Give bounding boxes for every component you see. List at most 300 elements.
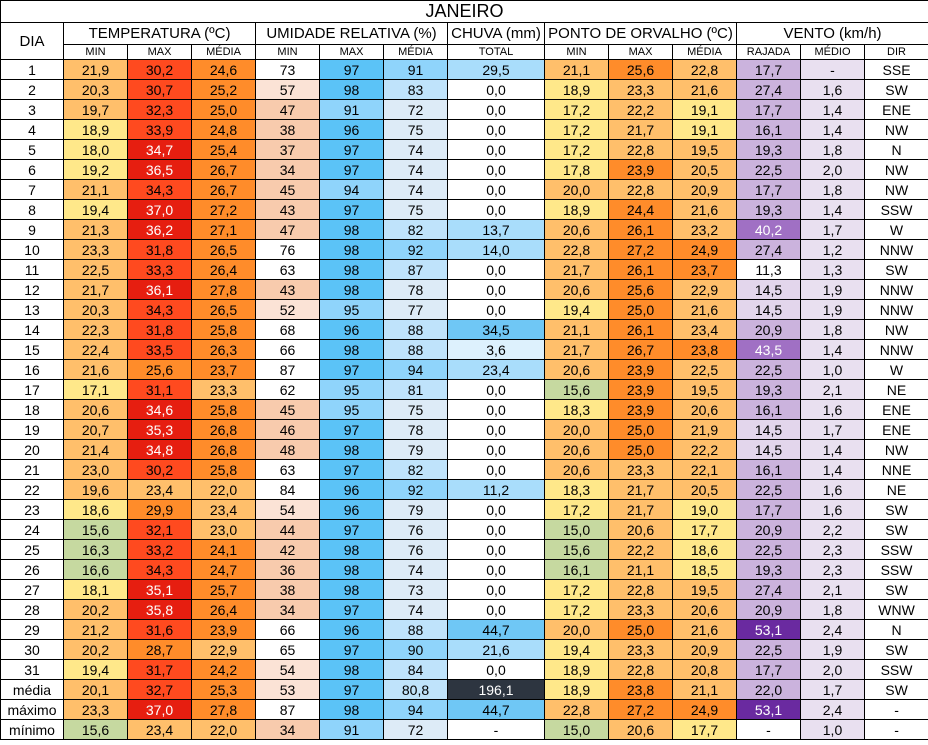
cell-hum-max: 98 <box>320 220 384 240</box>
cell-wind-medio: 1,7 <box>801 220 865 240</box>
cell-dew-media: 20,6 <box>673 400 737 420</box>
cell-hum-media: 79 <box>384 440 448 460</box>
summary-row <box>1 680 928 700</box>
cell-hum-min: 65 <box>256 640 320 660</box>
cell-dew-media: 17,7 <box>673 520 737 540</box>
cell-dew-min: 20,0 <box>545 180 609 200</box>
subheader-hum-media: MÉDIA <box>384 45 448 60</box>
cell-rain-total: 0,0 <box>448 300 545 320</box>
cell-temp-max: 30,7 <box>128 80 192 100</box>
cell-wind-rajada: 17,7 <box>737 180 801 200</box>
cell-hum-media: 74 <box>384 600 448 620</box>
cell-wind-medio: 2,1 <box>801 580 865 600</box>
cell-temp-media: 26,5 <box>192 240 256 260</box>
cell-day: máximo <box>1 700 64 720</box>
cell-hum-min: 36 <box>256 560 320 580</box>
cell-hum-min: 84 <box>256 480 320 500</box>
cell-wind-dir: SSE <box>865 60 928 80</box>
cell-temp-media: 25,2 <box>192 80 256 100</box>
cell-temp-max: 34,6 <box>128 400 192 420</box>
table-row <box>1 320 928 340</box>
cell-hum-media: 81 <box>384 380 448 400</box>
cell-hum-max: 98 <box>320 240 384 260</box>
cell-dew-media: 20,9 <box>673 180 737 200</box>
table-row <box>1 280 928 300</box>
cell-wind-medio: 1,7 <box>801 420 865 440</box>
cell-temp-min: 22,4 <box>64 340 128 360</box>
subheader-wind-rajada: RAJADA <box>737 45 801 60</box>
cell-day: 30 <box>1 640 64 660</box>
cell-dew-max: 21,7 <box>609 500 673 520</box>
cell-dew-media: 21,6 <box>673 620 737 640</box>
cell-hum-max: 98 <box>320 260 384 280</box>
cell-wind-dir: SSW <box>865 660 928 680</box>
cell-hum-min: 62 <box>256 380 320 400</box>
cell-hum-min: 54 <box>256 500 320 520</box>
cell-hum-min: 48 <box>256 440 320 460</box>
cell-dew-min: 18,9 <box>545 200 609 220</box>
cell-dew-min: 21,7 <box>545 260 609 280</box>
cell-hum-max: 96 <box>320 620 384 640</box>
cell-temp-max: 23,4 <box>128 720 192 740</box>
cell-hum-media: 94 <box>384 700 448 720</box>
cell-rain-total: - <box>448 720 545 740</box>
cell-wind-rajada: 19,3 <box>737 140 801 160</box>
cell-dew-max: 20,6 <box>609 720 673 740</box>
cell-temp-min: 19,7 <box>64 100 128 120</box>
cell-rain-total: 0,0 <box>448 440 545 460</box>
cell-wind-rajada: 14,5 <box>737 420 801 440</box>
cell-dew-max: 22,2 <box>609 540 673 560</box>
cell-rain-total: 0,0 <box>448 580 545 600</box>
cell-dew-min: 17,8 <box>545 160 609 180</box>
cell-temp-min: 15,6 <box>64 720 128 740</box>
cell-dew-min: 17,2 <box>545 120 609 140</box>
table-row <box>1 360 928 380</box>
cell-temp-max: 35,1 <box>128 580 192 600</box>
cell-rain-total: 0,0 <box>448 400 545 420</box>
cell-temp-media: 25,7 <box>192 580 256 600</box>
cell-dew-max: 23,9 <box>609 160 673 180</box>
subheader-temp-min: MIN <box>64 45 128 60</box>
cell-wind-medio: 2,0 <box>801 160 865 180</box>
cell-temp-media: 25,4 <box>192 140 256 160</box>
cell-dew-min: 21,7 <box>545 340 609 360</box>
cell-wind-rajada: 19,3 <box>737 380 801 400</box>
cell-rain-total: 0,0 <box>448 660 545 680</box>
cell-wind-rajada: 16,1 <box>737 400 801 420</box>
cell-day: 26 <box>1 560 64 580</box>
cell-temp-media: 25,8 <box>192 400 256 420</box>
subheader-temp-max: MAX <box>128 45 192 60</box>
cell-day: média <box>1 680 64 700</box>
cell-hum-min: 37 <box>256 140 320 160</box>
cell-wind-rajada: 53,1 <box>737 620 801 640</box>
cell-dew-media: 21,6 <box>673 300 737 320</box>
cell-wind-rajada: 20,9 <box>737 520 801 540</box>
cell-temp-media: 24,2 <box>192 660 256 680</box>
table-row <box>1 260 928 280</box>
subheader-dew-media: MÉDIA <box>673 45 737 60</box>
cell-dew-min: 18,9 <box>545 660 609 680</box>
cell-dew-min: 17,2 <box>545 100 609 120</box>
cell-dew-media: 21,1 <box>673 680 737 700</box>
cell-dew-max: 23,9 <box>609 400 673 420</box>
cell-hum-max: 96 <box>320 120 384 140</box>
cell-dew-max: 23,3 <box>609 600 673 620</box>
cell-dew-media: 19,5 <box>673 380 737 400</box>
cell-hum-min: 73 <box>256 60 320 80</box>
cell-rain-total: 0,0 <box>448 380 545 400</box>
cell-dew-min: 18,9 <box>545 80 609 100</box>
cell-hum-media: 94 <box>384 360 448 380</box>
cell-dew-media: 23,7 <box>673 260 737 280</box>
cell-rain-total: 0,0 <box>448 500 545 520</box>
subheader-rain-total: TOTAL <box>448 45 545 60</box>
cell-temp-max: 28,7 <box>128 640 192 660</box>
cell-rain-total: 196,1 <box>448 680 545 700</box>
cell-dew-min: 18,3 <box>545 480 609 500</box>
cell-dew-max: 23,8 <box>609 680 673 700</box>
table-row <box>1 80 928 100</box>
subheader-dew-min: MIN <box>545 45 609 60</box>
table-row <box>1 300 928 320</box>
table-row <box>1 420 928 440</box>
cell-temp-min: 20,3 <box>64 80 128 100</box>
cell-temp-min: 20,2 <box>64 600 128 620</box>
cell-wind-dir: NNW <box>865 340 928 360</box>
cell-wind-rajada: 17,7 <box>737 100 801 120</box>
cell-wind-dir: NW <box>865 160 928 180</box>
cell-day: 27 <box>1 580 64 600</box>
cell-temp-max: 31,8 <box>128 320 192 340</box>
cell-dew-min: 20,6 <box>545 360 609 380</box>
cell-wind-medio: 2,2 <box>801 520 865 540</box>
cell-wind-rajada: 27,4 <box>737 240 801 260</box>
cell-temp-min: 16,3 <box>64 540 128 560</box>
cell-dew-media: 22,9 <box>673 280 737 300</box>
cell-temp-min: 21,9 <box>64 60 128 80</box>
cell-wind-rajada: 22,5 <box>737 480 801 500</box>
cell-dew-min: 17,2 <box>545 140 609 160</box>
cell-temp-max: 23,4 <box>128 480 192 500</box>
cell-dew-max: 25,6 <box>609 280 673 300</box>
cell-dew-max: 25,0 <box>609 440 673 460</box>
cell-hum-min: 34 <box>256 600 320 620</box>
cell-day: 21 <box>1 460 64 480</box>
cell-dew-media: 20,9 <box>673 640 737 660</box>
cell-dew-media: 21,6 <box>673 200 737 220</box>
cell-rain-total: 44,7 <box>448 700 545 720</box>
cell-rain-total: 29,5 <box>448 60 545 80</box>
cell-wind-rajada: 22,5 <box>737 160 801 180</box>
cell-temp-media: 26,3 <box>192 340 256 360</box>
cell-dew-media: 19,5 <box>673 580 737 600</box>
cell-hum-max: 97 <box>320 520 384 540</box>
cell-temp-min: 20,1 <box>64 680 128 700</box>
cell-hum-min: 34 <box>256 160 320 180</box>
cell-hum-media: 90 <box>384 640 448 660</box>
cell-dew-min: 21,1 <box>545 60 609 80</box>
cell-temp-media: 24,7 <box>192 560 256 580</box>
cell-temp-media: 23,0 <box>192 520 256 540</box>
cell-temp-media: 25,8 <box>192 460 256 480</box>
cell-hum-media: 72 <box>384 100 448 120</box>
cell-rain-total: 0,0 <box>448 280 545 300</box>
cell-wind-medio: 1,6 <box>801 400 865 420</box>
cell-rain-total: 14,0 <box>448 240 545 260</box>
cell-rain-total: 0,0 <box>448 560 545 580</box>
table-row <box>1 240 928 260</box>
cell-day: 20 <box>1 440 64 460</box>
cell-wind-rajada: 16,1 <box>737 120 801 140</box>
cell-dew-max: 26,7 <box>609 340 673 360</box>
cell-dew-min: 18,9 <box>545 680 609 700</box>
cell-hum-max: 91 <box>320 100 384 120</box>
cell-hum-max: 98 <box>320 80 384 100</box>
cell-temp-media: 26,4 <box>192 260 256 280</box>
cell-dew-min: 17,2 <box>545 600 609 620</box>
cell-wind-rajada: 43,5 <box>737 340 801 360</box>
cell-wind-dir: - <box>865 700 928 720</box>
cell-rain-total: 0,0 <box>448 200 545 220</box>
table-row <box>1 160 928 180</box>
cell-temp-min: 19,6 <box>64 480 128 500</box>
cell-temp-min: 20,6 <box>64 400 128 420</box>
cell-hum-media: 75 <box>384 120 448 140</box>
cell-wind-rajada: 17,7 <box>737 60 801 80</box>
cell-temp-media: 27,2 <box>192 200 256 220</box>
cell-rain-total: 0,0 <box>448 100 545 120</box>
cell-day: 22 <box>1 480 64 500</box>
cell-hum-min: 43 <box>256 280 320 300</box>
cell-hum-min: 76 <box>256 240 320 260</box>
cell-hum-media: 75 <box>384 200 448 220</box>
cell-hum-max: 98 <box>320 340 384 360</box>
cell-temp-max: 32,1 <box>128 520 192 540</box>
cell-wind-dir: NNW <box>865 300 928 320</box>
cell-day: 2 <box>1 80 64 100</box>
cell-temp-max: 33,9 <box>128 120 192 140</box>
cell-dew-min: 20,0 <box>545 420 609 440</box>
cell-wind-rajada: 22,0 <box>737 680 801 700</box>
cell-day: 18 <box>1 400 64 420</box>
cell-wind-rajada: 22,5 <box>737 640 801 660</box>
cell-dew-max: 22,8 <box>609 580 673 600</box>
cell-wind-dir: NNE <box>865 460 928 480</box>
cell-rain-total: 23,4 <box>448 360 545 380</box>
cell-hum-min: 34 <box>256 720 320 740</box>
cell-hum-min: 54 <box>256 660 320 680</box>
cell-dew-media: 23,8 <box>673 340 737 360</box>
cell-temp-min: 23,0 <box>64 460 128 480</box>
cell-temp-min: 21,3 <box>64 220 128 240</box>
cell-dew-media: 18,6 <box>673 540 737 560</box>
cell-day: 9 <box>1 220 64 240</box>
cell-wind-rajada: 19,3 <box>737 560 801 580</box>
subheader-hum-max: MAX <box>320 45 384 60</box>
cell-hum-max: 97 <box>320 200 384 220</box>
cell-dew-max: 25,0 <box>609 620 673 640</box>
cell-dew-max: 26,1 <box>609 320 673 340</box>
cell-temp-max: 25,6 <box>128 360 192 380</box>
cell-dew-max: 24,4 <box>609 200 673 220</box>
cell-wind-rajada: 17,7 <box>737 500 801 520</box>
cell-day: 31 <box>1 660 64 680</box>
cell-wind-dir: SW <box>865 500 928 520</box>
cell-day: 17 <box>1 380 64 400</box>
cell-temp-min: 19,2 <box>64 160 128 180</box>
cell-hum-min: 68 <box>256 320 320 340</box>
cell-wind-rajada: 53,1 <box>737 700 801 720</box>
cell-wind-medio: 1,4 <box>801 120 865 140</box>
cell-dew-media: 17,7 <box>673 720 737 740</box>
cell-wind-medio: 2,4 <box>801 700 865 720</box>
cell-temp-media: 23,9 <box>192 620 256 640</box>
cell-hum-max: 98 <box>320 540 384 560</box>
table-row <box>1 500 928 520</box>
cell-wind-medio: 1,9 <box>801 280 865 300</box>
cell-hum-min: 47 <box>256 220 320 240</box>
cell-temp-max: 33,2 <box>128 540 192 560</box>
cell-wind-dir: SW <box>865 520 928 540</box>
cell-wind-medio: 1,8 <box>801 180 865 200</box>
cell-temp-media: 26,8 <box>192 420 256 440</box>
cell-rain-total: 11,2 <box>448 480 545 500</box>
cell-temp-media: 26,8 <box>192 440 256 460</box>
cell-dew-max: 22,2 <box>609 100 673 120</box>
cell-wind-medio: 1,7 <box>801 680 865 700</box>
cell-temp-media: 23,7 <box>192 360 256 380</box>
cell-temp-media: 22,0 <box>192 480 256 500</box>
cell-temp-media: 27,1 <box>192 220 256 240</box>
cell-hum-max: 95 <box>320 400 384 420</box>
cell-hum-min: 63 <box>256 260 320 280</box>
cell-hum-media: 73 <box>384 580 448 600</box>
cell-hum-media: 75 <box>384 400 448 420</box>
cell-day: 16 <box>1 360 64 380</box>
cell-temp-min: 20,2 <box>64 640 128 660</box>
cell-temp-min: 18,0 <box>64 140 128 160</box>
cell-day: 7 <box>1 180 64 200</box>
cell-hum-max: 97 <box>320 60 384 80</box>
cell-temp-min: 16,6 <box>64 560 128 580</box>
cell-dew-min: 20,6 <box>545 280 609 300</box>
cell-wind-rajada: 14,5 <box>737 440 801 460</box>
table-row <box>1 200 928 220</box>
cell-wind-medio: 1,4 <box>801 440 865 460</box>
table-row <box>1 440 928 460</box>
cell-temp-media: 26,4 <box>192 600 256 620</box>
cell-hum-media: 88 <box>384 320 448 340</box>
cell-wind-rajada: 27,4 <box>737 580 801 600</box>
cell-temp-min: 18,1 <box>64 580 128 600</box>
cell-wind-rajada: 20,9 <box>737 320 801 340</box>
cell-wind-rajada: 11,3 <box>737 260 801 280</box>
subheader-temp-media: MÉDIA <box>192 45 256 60</box>
cell-temp-media: 25,0 <box>192 100 256 120</box>
cell-day: 28 <box>1 600 64 620</box>
cell-dew-media: 22,1 <box>673 460 737 480</box>
cell-dew-max: 25,6 <box>609 60 673 80</box>
cell-wind-medio: 2,0 <box>801 660 865 680</box>
cell-rain-total: 0,0 <box>448 260 545 280</box>
cell-hum-min: 38 <box>256 580 320 600</box>
cell-wind-dir: NW <box>865 320 928 340</box>
cell-wind-dir: ENE <box>865 100 928 120</box>
cell-wind-dir: WNW <box>865 600 928 620</box>
cell-day: 24 <box>1 520 64 540</box>
cell-dew-min: 16,1 <box>545 560 609 580</box>
table-row <box>1 560 928 580</box>
cell-temp-max: 31,8 <box>128 240 192 260</box>
cell-hum-media: 77 <box>384 300 448 320</box>
cell-temp-max: 32,3 <box>128 100 192 120</box>
cell-temp-media: 22,0 <box>192 720 256 740</box>
summary-row <box>1 700 928 720</box>
cell-temp-max: 34,7 <box>128 140 192 160</box>
cell-temp-media: 24,8 <box>192 120 256 140</box>
cell-temp-media: 27,8 <box>192 700 256 720</box>
cell-dew-max: 21,7 <box>609 120 673 140</box>
cell-wind-dir: SSW <box>865 200 928 220</box>
cell-wind-rajada: 27,4 <box>737 80 801 100</box>
cell-dew-media: 21,9 <box>673 420 737 440</box>
cell-dew-media: 20,8 <box>673 660 737 680</box>
table-title: JANEIRO <box>1 1 928 23</box>
cell-wind-dir: SW <box>865 260 928 280</box>
cell-wind-dir: NE <box>865 380 928 400</box>
cell-dew-media: 22,8 <box>673 60 737 80</box>
cell-dew-media: 22,2 <box>673 440 737 460</box>
cell-dew-min: 15,6 <box>545 380 609 400</box>
cell-temp-media: 25,8 <box>192 320 256 340</box>
cell-temp-min: 21,6 <box>64 360 128 380</box>
cell-temp-min: 23,3 <box>64 240 128 260</box>
cell-hum-media: 83 <box>384 80 448 100</box>
table-row <box>1 220 928 240</box>
cell-hum-min: 52 <box>256 300 320 320</box>
cell-temp-min: 22,3 <box>64 320 128 340</box>
cell-wind-dir: N <box>865 140 928 160</box>
cell-wind-medio: - <box>801 60 865 80</box>
cell-wind-dir: NW <box>865 120 928 140</box>
cell-day: 11 <box>1 260 64 280</box>
cell-dew-min: 15,0 <box>545 520 609 540</box>
cell-temp-min: 23,3 <box>64 700 128 720</box>
cell-dew-media: 24,9 <box>673 700 737 720</box>
cell-temp-media: 26,7 <box>192 160 256 180</box>
cell-rain-total: 0,0 <box>448 180 545 200</box>
cell-hum-max: 95 <box>320 380 384 400</box>
cell-temp-max: 33,5 <box>128 340 192 360</box>
cell-dew-min: 21,1 <box>545 320 609 340</box>
cell-temp-media: 24,1 <box>192 540 256 560</box>
cell-wind-medio: 1,4 <box>801 100 865 120</box>
cell-temp-media: 23,4 <box>192 500 256 520</box>
cell-temp-min: 15,6 <box>64 520 128 540</box>
cell-day: 13 <box>1 300 64 320</box>
cell-wind-dir: SSW <box>865 560 928 580</box>
cell-day: 12 <box>1 280 64 300</box>
cell-wind-rajada: 20,9 <box>737 600 801 620</box>
cell-hum-media: 82 <box>384 460 448 480</box>
cell-temp-max: 31,6 <box>128 620 192 640</box>
cell-hum-media: 82 <box>384 220 448 240</box>
cell-temp-max: 36,2 <box>128 220 192 240</box>
cell-dew-min: 19,4 <box>545 300 609 320</box>
cell-dew-media: 20,5 <box>673 160 737 180</box>
